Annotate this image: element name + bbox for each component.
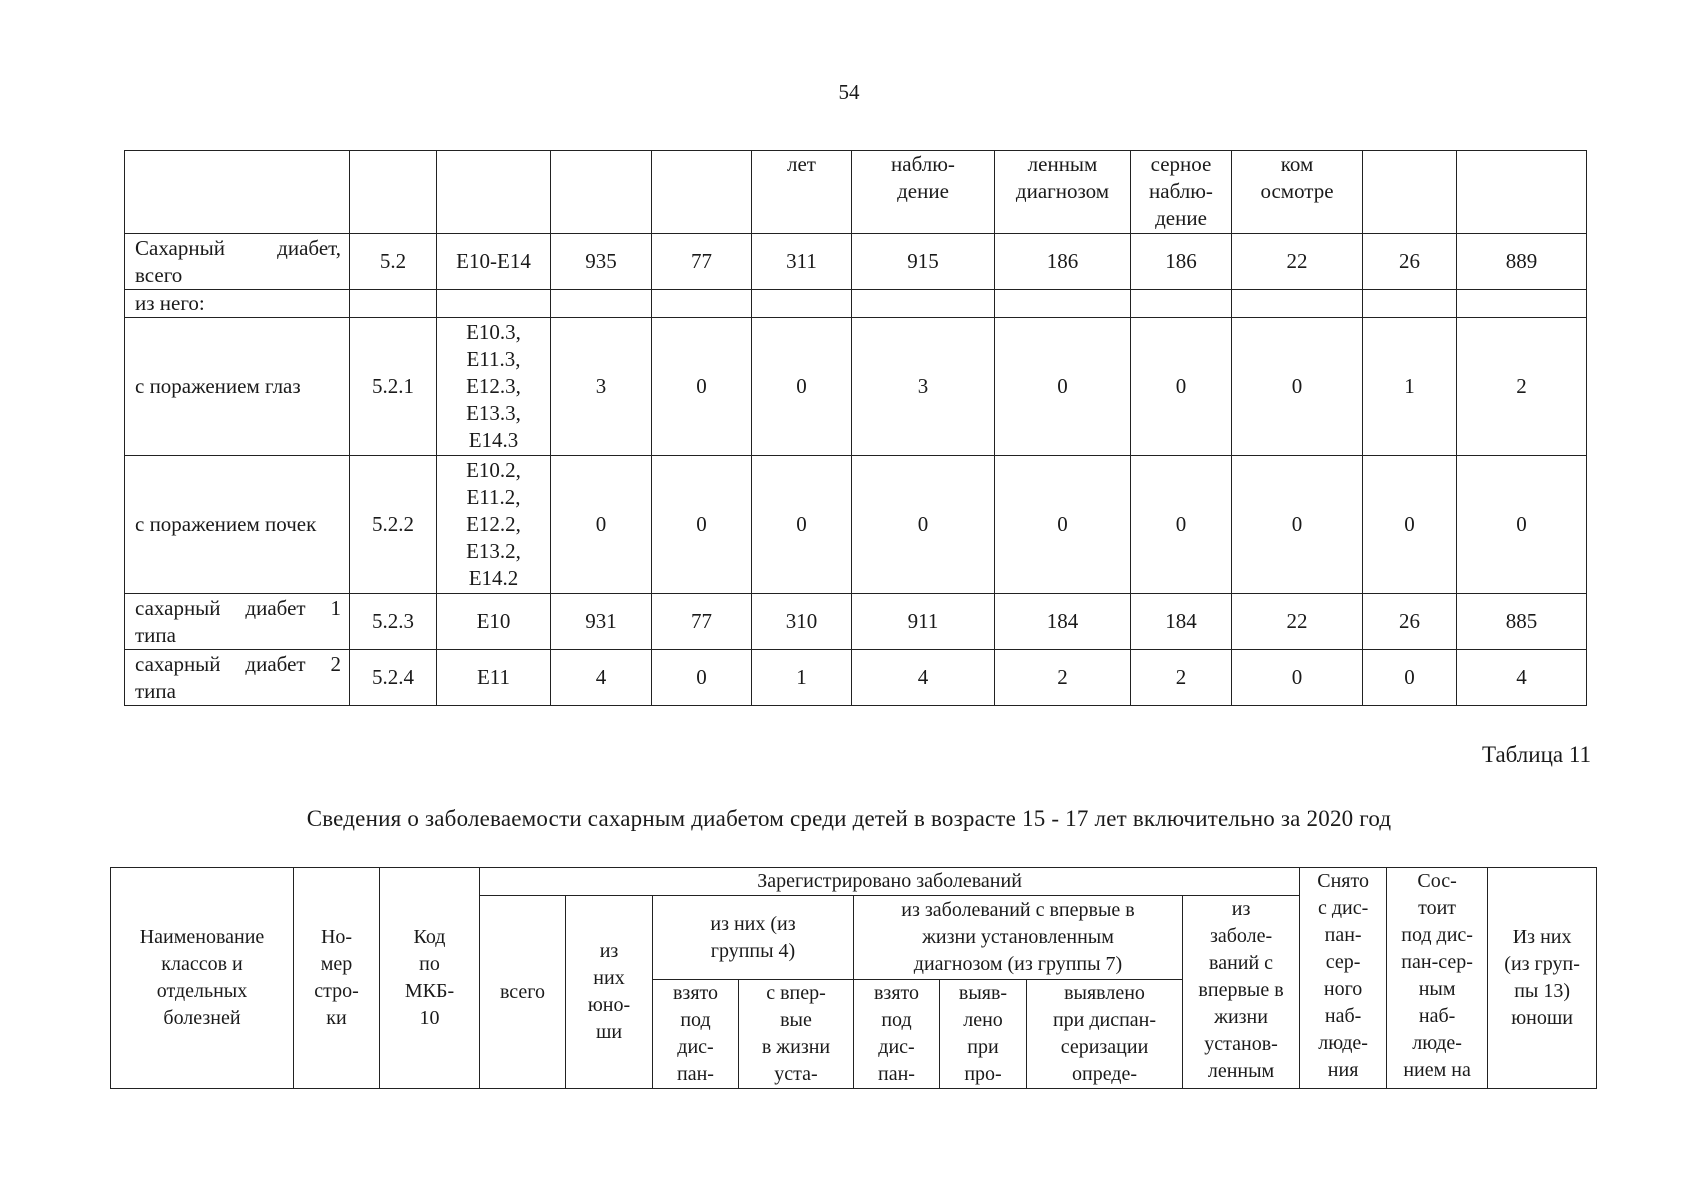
row-value: [652, 290, 752, 318]
row-name: из него:: [125, 290, 350, 318]
table-label: Таблица 11: [1481, 742, 1591, 767]
row-value: 931: [551, 594, 652, 650]
table-11-header: [110, 867, 1597, 1089]
table-header-row: [125, 151, 1587, 234]
header-under-observation: Сос- тоит под дис- пан-сер- ным наб- люде- нием на: [1387, 868, 1488, 1089]
header-cell: [652, 151, 752, 234]
row-icd-code: E11: [437, 650, 551, 706]
row-value: 0: [1457, 456, 1587, 594]
row-icd-code: E10-E14: [437, 234, 551, 290]
row-value: 77: [652, 234, 752, 290]
row-value: [1457, 290, 1587, 318]
table-row: [125, 594, 1587, 650]
row-value: 0: [1363, 650, 1457, 706]
row-value: 22: [1232, 234, 1363, 290]
row-value: 935: [551, 234, 652, 290]
row-value: 915: [852, 234, 995, 290]
row-value: [1363, 290, 1457, 318]
header-of-new-diagnoses-group-7: из заболеваний с впервые в жизни установленным диагнозом (из группы 7): [854, 896, 1183, 980]
row-value: 0: [1232, 456, 1363, 594]
row-line-number: 5.2.4: [350, 650, 437, 706]
row-line-number: 5.2.2: [350, 456, 437, 594]
row-value: 0: [1363, 456, 1457, 594]
continued-table: [124, 150, 1587, 706]
row-value: 0: [1232, 318, 1363, 456]
row-value: 3: [852, 318, 995, 456]
row-value: 3: [551, 318, 652, 456]
header-cell: [350, 151, 437, 234]
table-title: Сведения о заболеваемости сахарным диабетом среди детей в возрасте 15 - 17 лет включительно за 2020 год: [306, 806, 1392, 831]
header-cell: серное наблю- дение: [1131, 151, 1232, 234]
row-value: 0: [752, 456, 852, 594]
header-taken-under-observation-2: взято под дис- пан-: [854, 980, 940, 1089]
table-row: [125, 234, 1587, 290]
row-value: [995, 290, 1131, 318]
row-line-number: 5.2.3: [350, 594, 437, 650]
header-of-them-group-4: из них (из группы 4): [653, 896, 854, 980]
table-row: [125, 456, 1587, 594]
row-value: 0: [1232, 650, 1363, 706]
row-value: 0: [551, 456, 652, 594]
row-line-number: [350, 290, 437, 318]
row-value: [1232, 290, 1363, 318]
row-value: 184: [1131, 594, 1232, 650]
header-taken-under-observation: взято под дис- пан-: [653, 980, 739, 1089]
row-value: 4: [1457, 650, 1587, 706]
header-detected-at-checkup: выяв- лено при про-: [940, 980, 1027, 1089]
row-icd-code: E10.3, E11.3, E12.3, E13.3, E14.3: [437, 318, 551, 456]
header-cell: наблю- дение: [852, 151, 995, 234]
header-cell: [1457, 151, 1587, 234]
row-name: Сахарный диабет, всего: [125, 234, 350, 290]
row-value: 311: [752, 234, 852, 290]
row-value: 26: [1363, 234, 1457, 290]
row-value: 0: [652, 456, 752, 594]
row-icd-code: E10: [437, 594, 551, 650]
row-value: 310: [752, 594, 852, 650]
row-icd-code: E10.2, E11.2, E12.2, E13.2, E14.2: [437, 456, 551, 594]
header-cell: ком осмотре: [1232, 151, 1363, 234]
row-name: с поражением почек: [125, 456, 350, 594]
row-value: 0: [852, 456, 995, 594]
row-value: 2: [1131, 650, 1232, 706]
row-value: 4: [551, 650, 652, 706]
header-removed-from-observation: Снято с дис- пан- сер- ного наб- люде- ния: [1300, 868, 1387, 1089]
row-value: 0: [995, 456, 1131, 594]
row-name: сахарный диабет 1 типа: [125, 594, 350, 650]
row-value: 0: [652, 318, 752, 456]
row-value: [852, 290, 995, 318]
header-cell: лет: [752, 151, 852, 234]
page-number: 54: [838, 80, 860, 104]
header-of-them-boys-group-13: Из них (из груп- пы 13) юноши: [1488, 868, 1597, 1089]
table-row: [125, 650, 1587, 706]
header-registered-diseases: Зарегистрировано заболеваний: [480, 868, 1300, 896]
row-value: 22: [1232, 594, 1363, 650]
row-value: 1: [1363, 318, 1457, 456]
row-name: с поражением глаз: [125, 318, 350, 456]
row-value: [752, 290, 852, 318]
row-value: 0: [995, 318, 1131, 456]
header-detected-at-dispanserization: выявлено при диспан- серизации опреде-: [1027, 980, 1183, 1089]
header-cell: [1363, 151, 1457, 234]
table-row: [125, 290, 1587, 318]
row-value: 0: [652, 650, 752, 706]
row-value: 911: [852, 594, 995, 650]
row-name: сахарный диабет 2 типа: [125, 650, 350, 706]
header-total: всего: [480, 896, 566, 1089]
row-value: 885: [1457, 594, 1587, 650]
row-value: 184: [995, 594, 1131, 650]
header-disease-name: Наименование классов и отдельных болезней: [111, 868, 294, 1089]
row-value: 2: [995, 650, 1131, 706]
row-value: 186: [1131, 234, 1232, 290]
row-value: 77: [652, 594, 752, 650]
header-first-in-life: с впер- вые в жизни уста-: [739, 980, 854, 1089]
header-cell: [551, 151, 652, 234]
row-value: 889: [1457, 234, 1587, 290]
row-value: 0: [752, 318, 852, 456]
row-value: [1131, 290, 1232, 318]
header-of-them-boys: из них юно- ши: [566, 896, 653, 1089]
row-value: [551, 290, 652, 318]
table-row: [125, 318, 1587, 456]
row-value: 0: [1131, 318, 1232, 456]
row-value: 1: [752, 650, 852, 706]
row-value: 26: [1363, 594, 1457, 650]
header-cell: [125, 151, 350, 234]
header-cell: [437, 151, 551, 234]
row-value: 4: [852, 650, 995, 706]
header-icd-code: Код по МКБ- 10: [380, 868, 480, 1089]
row-value: 186: [995, 234, 1131, 290]
row-value: 2: [1457, 318, 1587, 456]
header-line-number: Но- мер стро- ки: [294, 868, 380, 1089]
row-icd-code: [437, 290, 551, 318]
row-line-number: 5.2: [350, 234, 437, 290]
row-line-number: 5.2.1: [350, 318, 437, 456]
header-of-diseases-new: из заболе- ваний с впервые в жизни установ- ленным: [1183, 896, 1300, 1089]
row-value: 0: [1131, 456, 1232, 594]
header-cell: ленным диагнозом: [995, 151, 1131, 234]
